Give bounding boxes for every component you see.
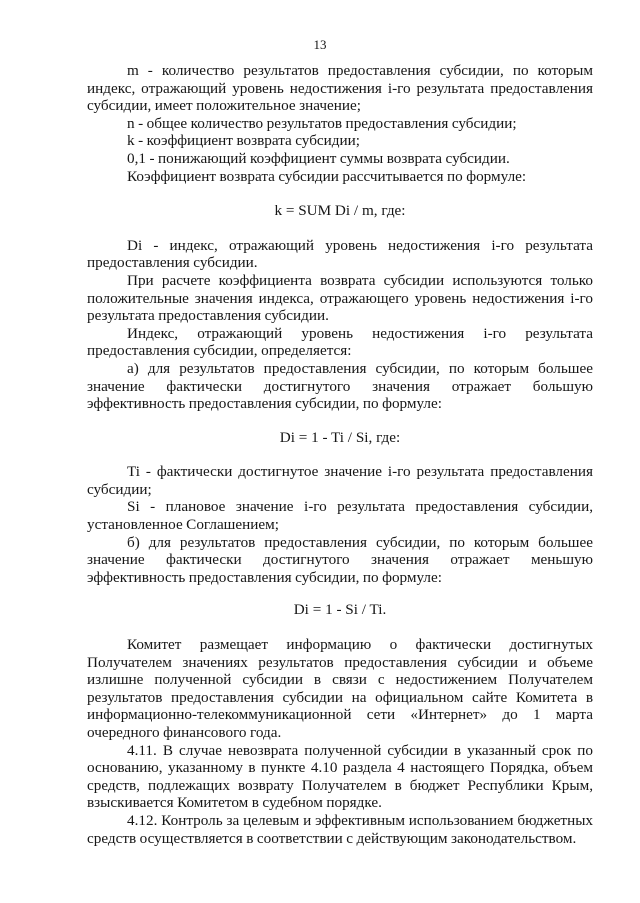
page-number: 13 [313, 37, 327, 52]
formula-index-a: Di = 1 - Ti / Si, где: [279, 428, 401, 446]
paragraph-m-definition: m - количество результатов предоставления субсидии, по которым индекс, отражающий уровень недостижения i-го результата предоставления субсидии, имеет положительное значение; [87, 62, 593, 115]
paragraph-4-12: 4.12. Контроль за целевым и эффективным использованием бюджетных средств осуществляется в соответствии с действующим законодательством. [87, 811, 593, 847]
paragraph-k-definition: k - коэффициент возврата субсидии; [127, 132, 361, 150]
document-body [87, 62, 593, 847]
paragraph-index-determined: Индекс, отражающий уровень недостижения i-го результата предоставления субсидии, определяется: [87, 324, 593, 360]
paragraph-si-definition: Si - плановое значение i-го результата предоставления субсидии, установленное Соглашением; [87, 498, 593, 534]
paragraph-committee-publishes: Комитет размещает информацию о фактически достигнутых Получателем значениях результатов предоставления субсидии и объеме излишне полученной субсидии в связи с недостижением Получателем результатов предоставления субсидии на официальном сайте Комитета в информационно-телекоммуникационной сети «Интернет» до 1 марта очередного финансового года. [87, 636, 593, 741]
formula-index-b: Di = 1 - Si / Ti. [293, 601, 387, 619]
paragraph-positive-values: При расчете коэффициента возврата субсидии используются только положительные значения индекса, отражающего уровень недостижения i-го результата предоставления субсидии. [87, 271, 593, 325]
paragraph-case-a: а) для результатов предоставления субсидии, по которым большее значение фактически достигнутого значения отражает большую эффективность предоставления субсидии, по формуле: [87, 359, 593, 413]
paragraph-formula-intro: Коэффициент возврата субсидии рассчитывается по формуле: [127, 167, 527, 185]
paragraph-coefficient-definition: 0,1 - понижающий коэффициент суммы возврата субсидии. [127, 149, 510, 167]
paragraph-case-b: б) для результатов предоставления субсидии, по которым большее значение фактически достигнутого значения отражает меньшую эффективность предоставления субсидии, по формуле: [87, 533, 593, 586]
paragraph-ti-definition: Ti - фактически достигнутое значение i-го результата предоставления субсидии; [87, 463, 593, 498]
paragraph-n-definition: n - общее количество результатов предоставления субсидии; [127, 114, 517, 132]
formula-return-coefficient: k = SUM Di / m, где: [274, 202, 406, 220]
paragraph-di-definition: Di - индекс, отражающий уровень недостижения i-го результата предоставления субсидии. [87, 236, 593, 272]
paragraph-4-11: 4.11. В случае невозврата полученной субсидии в указанный срок по основанию, указанному в пункте 4.10 раздела 4 настоящего Порядка, объем средств, подлежащих возврату Получателем в бюджет Республики Крым, взыскивается Комитетом в судебном порядке. [87, 741, 593, 812]
